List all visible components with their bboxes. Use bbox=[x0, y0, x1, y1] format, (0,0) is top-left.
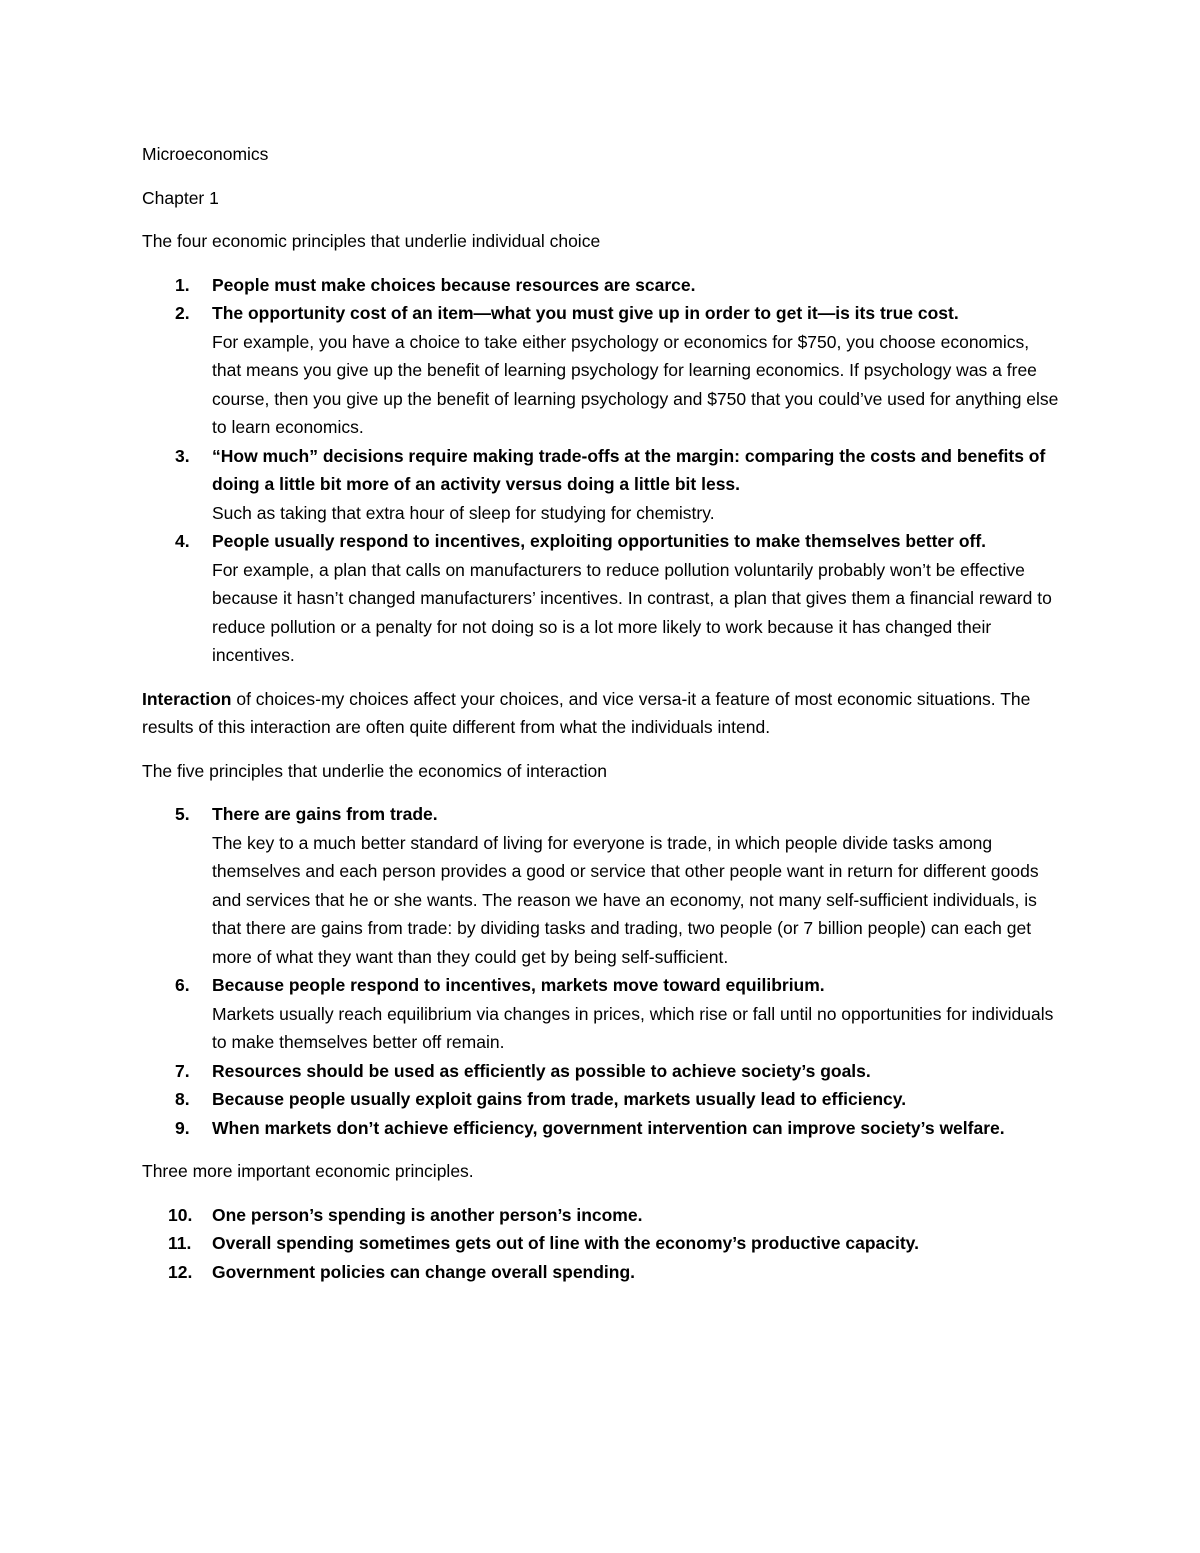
interaction-term: Interaction bbox=[142, 688, 232, 709]
principle-explanation: The key to a much better standard of living for everyone is trade, in which people divide tasks among themselves and each person provides a good or service that other people want in return for different goods and services that he or she wants. The reason we have an economy, not many self-sufficient individuals, is that there are gains from trade: by dividing tasks and trading, two people (or 7 billion people) can each get more of what they want than they could get by being self-sufficient. bbox=[212, 832, 1039, 967]
item-number: 6. bbox=[175, 975, 190, 995]
list-item bbox=[142, 271, 1062, 300]
item-number: 3. bbox=[175, 445, 190, 466]
principle-statement: Resources should be used as efficiently as possible to achieve society’s goals. bbox=[212, 1060, 871, 1081]
item-number: 7. bbox=[175, 1060, 190, 1081]
principles-list-more bbox=[142, 1201, 1062, 1287]
principle-statement: The opportunity cost of an item—what you must give up in order to get it—is its true cost. bbox=[212, 303, 959, 323]
section-intro-individual-choice: The four economic principles that underlie individual choice bbox=[142, 231, 601, 251]
principle-statement: Because people usually exploit gains from trade, markets usually lead to efficiency. bbox=[212, 1089, 907, 1109]
list-item bbox=[142, 1201, 1062, 1230]
principles-list-individual-choice bbox=[142, 271, 1062, 670]
interaction-definition: of choices-my choices affect your choices, and vice versa-it a feature of most economic situations. The results of this interaction are often quite different from what the individuals intend. bbox=[142, 688, 1031, 737]
section-intro-interaction: The five principles that underlie the economics of interaction bbox=[142, 760, 607, 781]
principle-explanation: For example, you have a choice to take either psychology or economics for $750, you choose economics, that means you give up the benefit of learning psychology for learning economics. If psychology was a free course, then you give up the benefit of learning psychology and $750 that you could’ve used for anything else to learn economics. bbox=[212, 331, 1059, 437]
principle-statement: Overall spending sometimes gets out of line with the economy’s productive capacity. bbox=[212, 1233, 919, 1253]
item-number: 8. bbox=[175, 1089, 190, 1109]
item-number: 4. bbox=[175, 531, 190, 551]
principle-statement: When markets don’t achieve efficiency, government intervention can improve society’s welfare. bbox=[212, 1117, 1005, 1138]
item-number: 11. bbox=[168, 1233, 192, 1253]
list-item bbox=[142, 442, 1062, 528]
item-number: 1. bbox=[175, 274, 190, 295]
item-number: 5. bbox=[175, 804, 190, 824]
principle-explanation: For example, a plan that calls on manufacturers to reduce pollution voluntarily probably won’t be effective because it hasn’t changed manufacturers’ incentives. In contrast, a plan that gives them a financial reward to reduce pollution or a penalty for not doing so is a lot more likely to work because it has changed their incentives. bbox=[212, 559, 1052, 665]
document-page bbox=[142, 140, 1062, 1301]
principles-list-interaction bbox=[142, 800, 1062, 1142]
list-item bbox=[142, 1085, 1062, 1114]
principle-explanation: Markets usually reach equilibrium via changes in prices, which rise or fall until no opportunities for individuals to make themselves better off remain. bbox=[212, 1003, 1054, 1052]
principle-statement: There are gains from trade. bbox=[212, 804, 438, 824]
chapter-heading: Chapter 1 bbox=[142, 187, 219, 208]
principle-statement: One person’s spending is another person’s income. bbox=[212, 1204, 643, 1225]
list-item bbox=[142, 1114, 1062, 1143]
item-number: 12. bbox=[168, 1261, 193, 1282]
interaction-paragraph bbox=[142, 685, 1062, 742]
item-number: 9. bbox=[175, 1117, 190, 1138]
list-item bbox=[142, 1057, 1062, 1086]
section-intro-more-principles: Three more important economic principles. bbox=[142, 1161, 474, 1181]
list-item bbox=[142, 1229, 1062, 1258]
principle-statement: Because people respond to incentives, markets move toward equilibrium. bbox=[212, 975, 825, 995]
list-item bbox=[142, 800, 1062, 971]
principle-statement: Government policies can change overall spending. bbox=[212, 1261, 636, 1282]
list-item bbox=[142, 1258, 1062, 1287]
document-title: Microeconomics bbox=[142, 144, 269, 164]
principle-statement: People usually respond to incentives, exploiting opportunities to make themselves better off. bbox=[212, 531, 987, 551]
principle-explanation: Such as taking that extra hour of sleep for studying for chemistry. bbox=[212, 502, 715, 523]
list-item bbox=[142, 971, 1062, 1057]
principle-statement: “How much” decisions require making trade-offs at the margin: comparing the costs and benefits of doing a little bit more of an activity versus doing a little bit less. bbox=[212, 445, 1046, 494]
item-number: 10. bbox=[168, 1204, 193, 1225]
list-item bbox=[142, 527, 1062, 670]
principle-statement: People must make choices because resources are scarce. bbox=[212, 274, 696, 295]
list-item bbox=[142, 299, 1062, 442]
item-number: 2. bbox=[175, 303, 190, 323]
